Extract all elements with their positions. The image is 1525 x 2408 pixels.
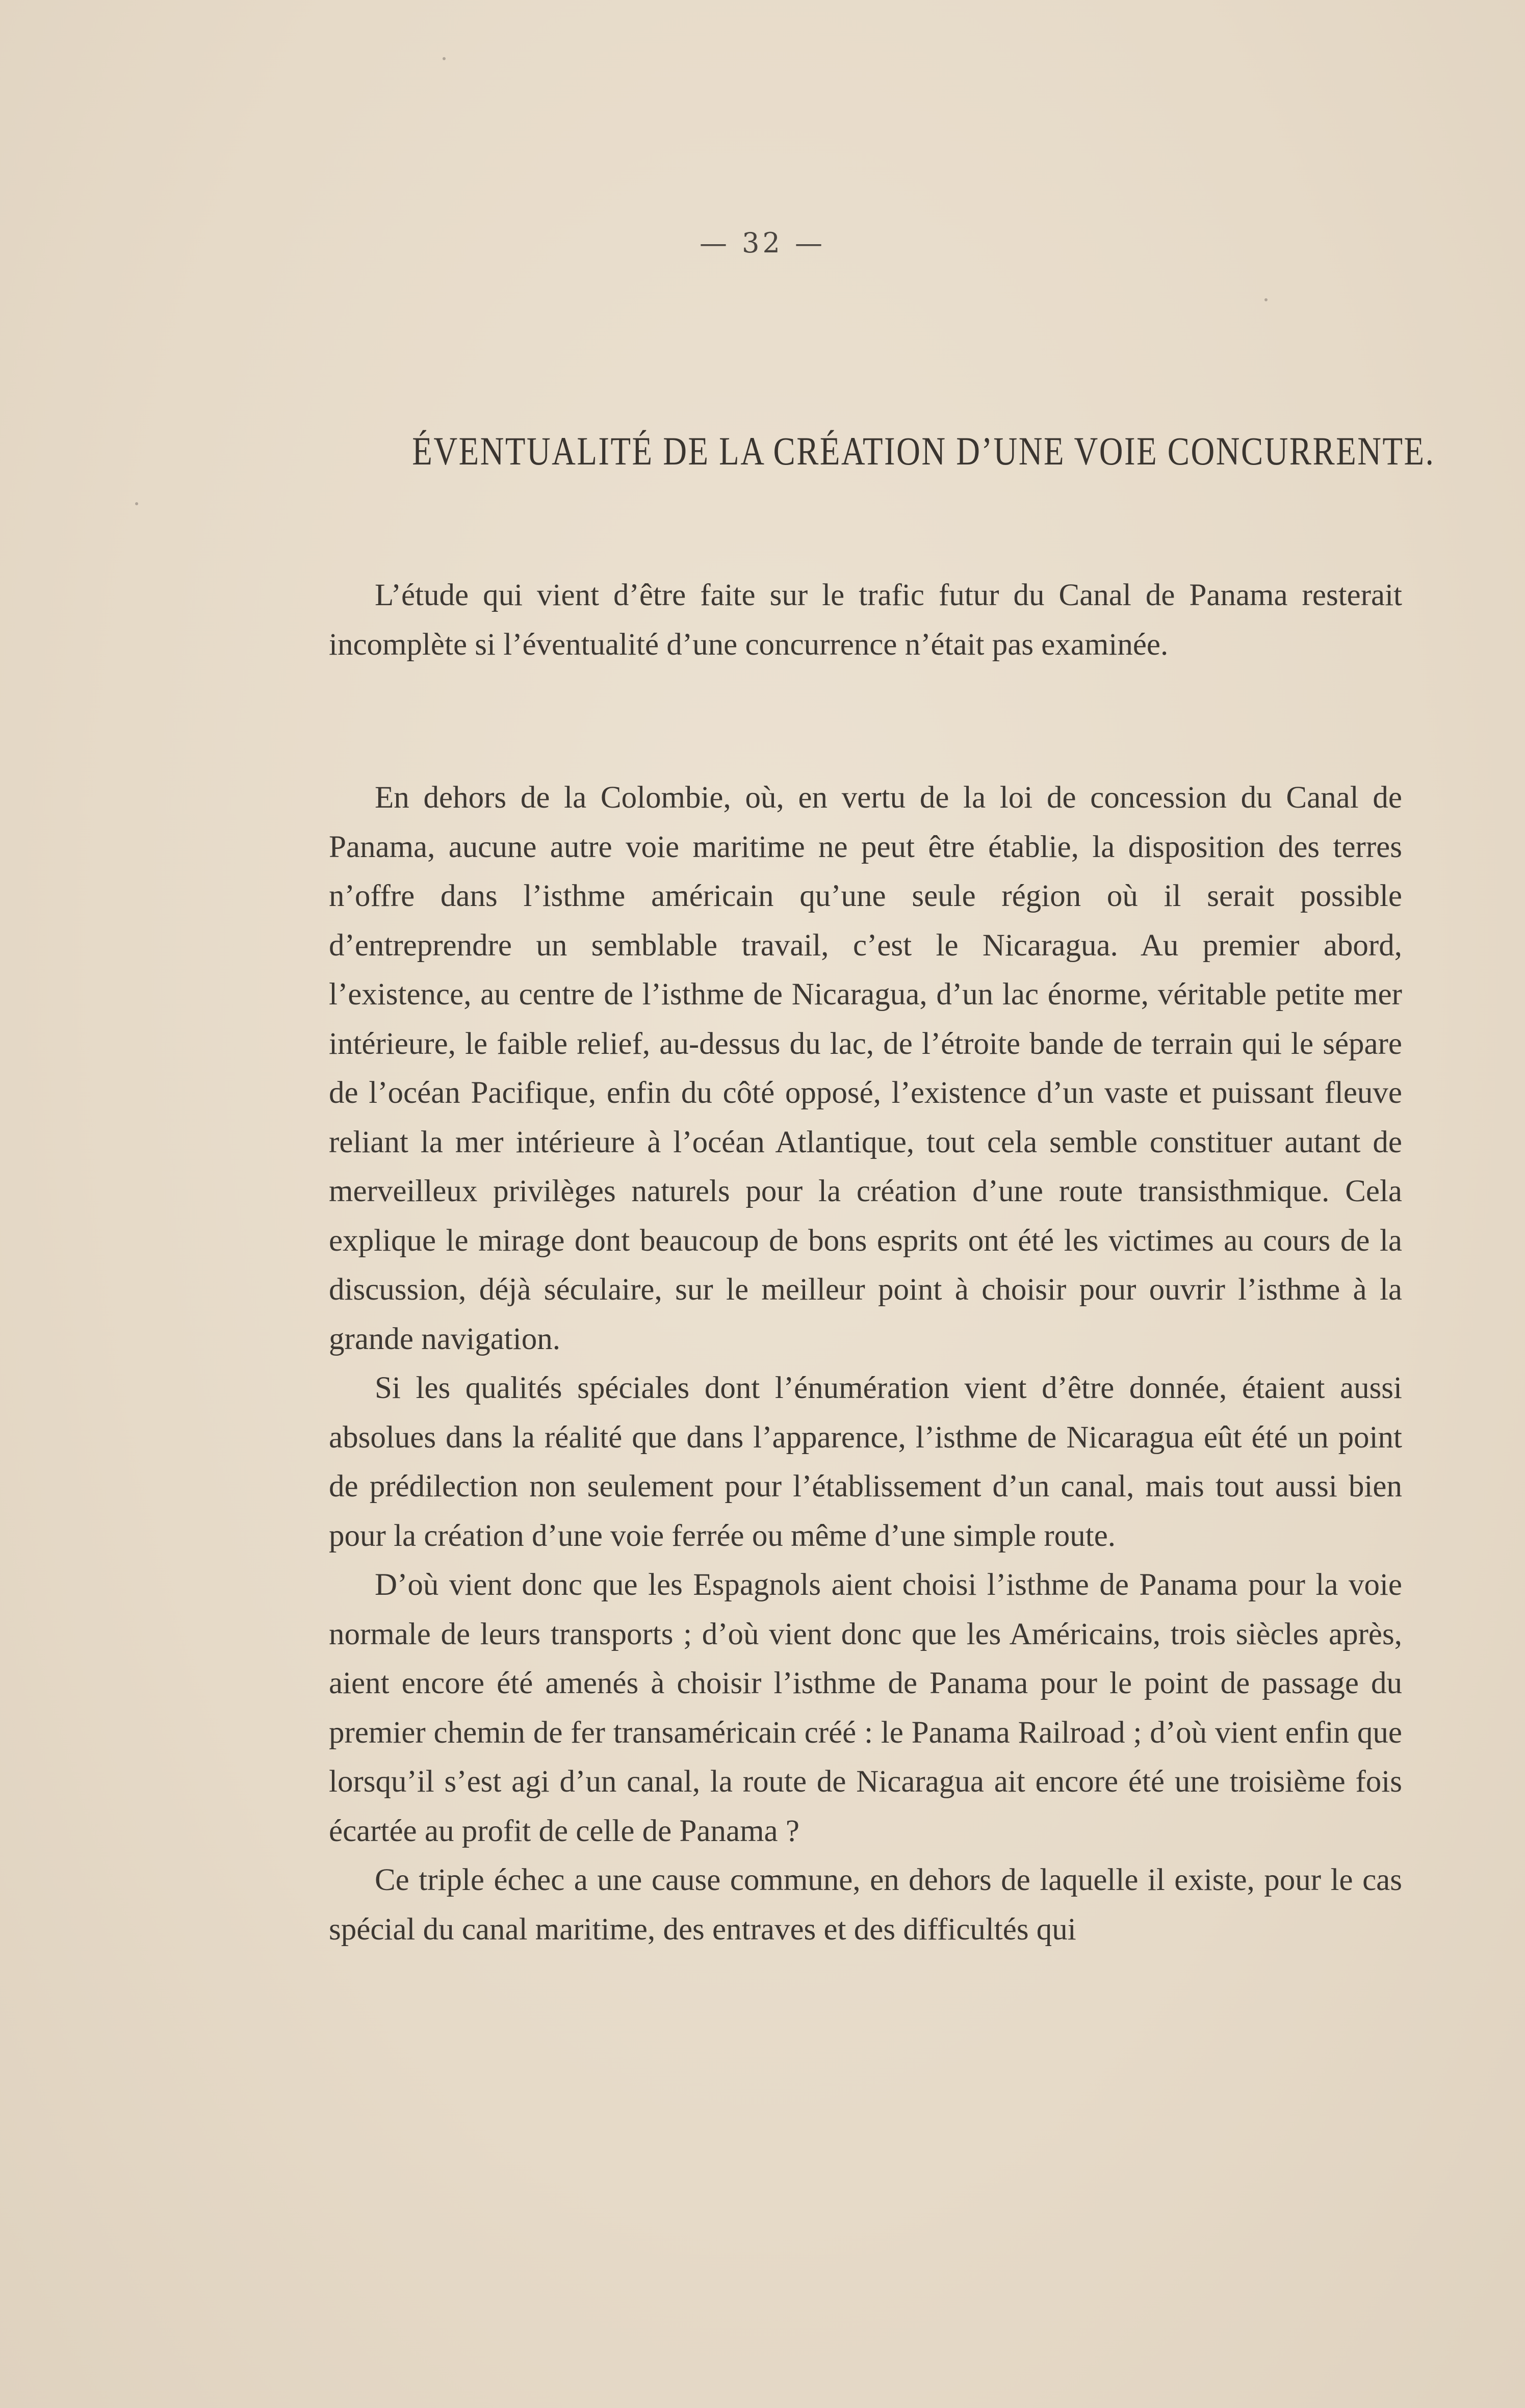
paragraph: Si les qualités spéciales dont l’énumération vient d’être donnée, étaient aussi absolues dans la réalité que dans l’apparence, l’isthme de Nicaragua eût été un point de prédilection non seulement pour l’établissement d’un canal, mais tout aussi bien pour la création d’une voie ferrée ou même d’une simple route.	[329, 1371, 1402, 1553]
paper-speck	[443, 57, 446, 60]
chapter-title: ÉVENTUALITÉ DE LA CRÉATION D’UNE VOIE CONCURRENTE.	[412, 429, 1435, 473]
page-number: — 32 —	[699, 227, 826, 259]
body-text	[329, 773, 1402, 1954]
paragraph: En dehors de la Colombie, où, en vertu de la loi de concession du Canal de Panama, aucune autre voie maritime ne peut être établie, la disposition des terres n’offre dans l’isthme américain qu’une seule région où il serait possible d’entreprendre un semblable travail, c’est le Nicaragua. Au premier abord, l’existence, au centre de l’isthme de Nicaragua, d’un lac énorme, véritable petite mer intérieure, le faible relief, au-dessus du lac, de l’étroite bande de terrain qui le sépare de l’océan Pacifique, enfin du côté opposé, l’existence d’un vaste et puissant fleuve reliant la mer intérieure à l’océan Atlantique, tout cela semble constituer autant de merveilleux privilèges naturels pour la création d’une route transisthmique. Cela explique le mirage dont beaucoup de bons esprits ont été les victimes au cours de la discussion, déjà séculaire, sur le meilleur point à choisir pour ouvrir l’isthme à la grande navigation.	[329, 781, 1402, 1356]
paragraph: L’étude qui vient d’être faite sur le trafic futur du Canal de Panama resterait incomplète si l’éventualité d’une concurrence n’était pas examinée.	[329, 578, 1402, 662]
paragraph: Ce triple échec a une cause commune, en dehors de laquelle il existe, pour le cas spécial du canal maritime, des entraves et des difficultés qui	[329, 1863, 1402, 1947]
paragraph: D’où vient donc que les Espagnols aient choisi l’isthme de Panama pour la voie normale de leurs transports ; d’où vient donc que les Américains, trois siècles après, aient encore été amenés à choisir l’isthme de Panama pour le point de passage du premier chemin de fer transaméricain créé : le Panama Railroad ; d’où vient enfin que lorsqu’il s’est agi d’un canal, la route de Nicaragua ait encore été une troisième fois écartée au profit de celle de Panama ?	[329, 1568, 1402, 1848]
intro-block	[329, 571, 1402, 669]
paper-speck	[135, 502, 138, 505]
paper-speck	[1264, 298, 1268, 301]
